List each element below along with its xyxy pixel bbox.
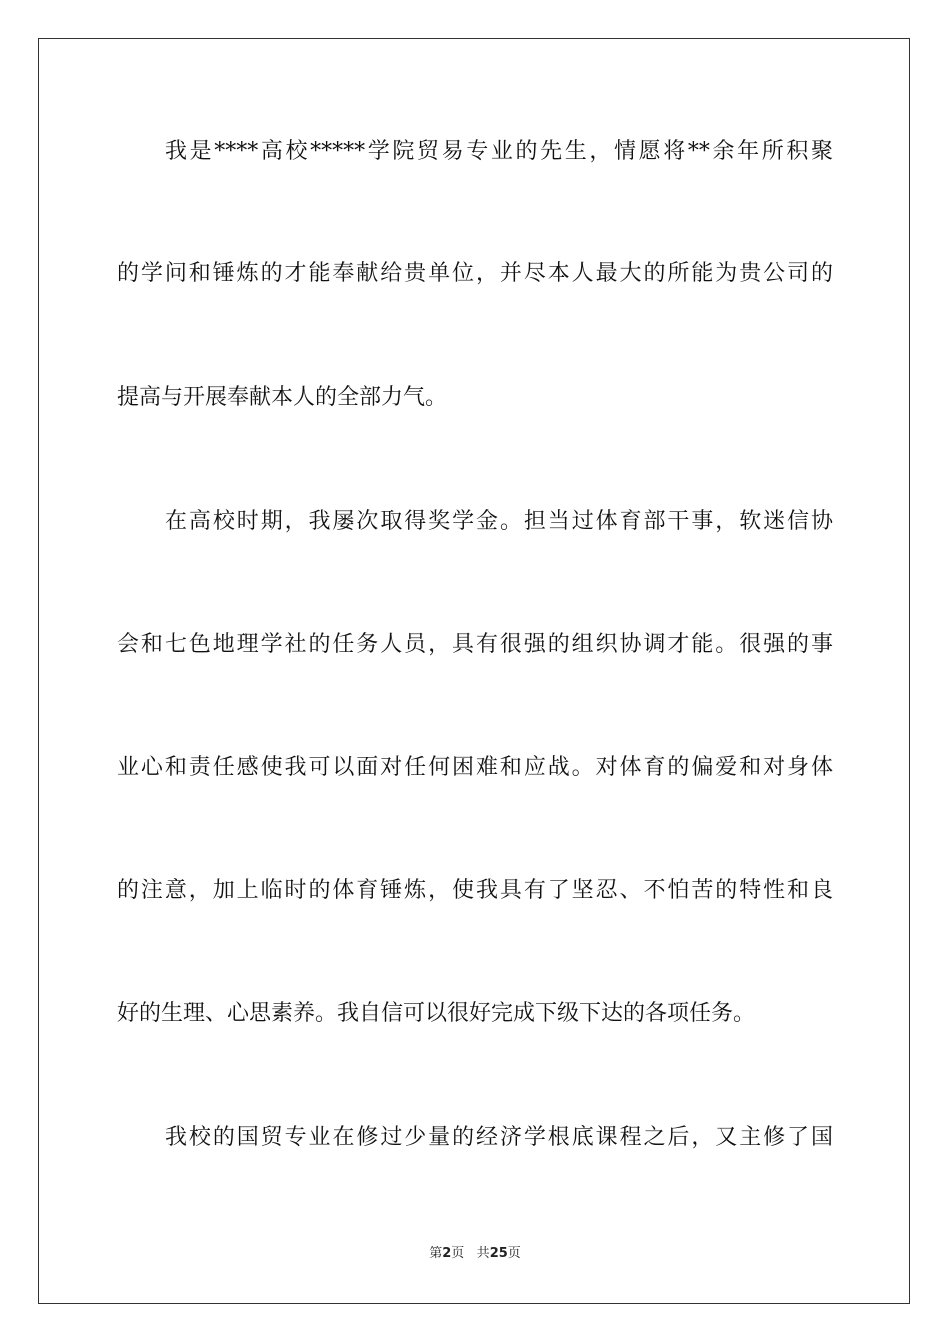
paragraph-2-line-3: 业心和责任感使我可以面对任何困难和应战。对体育的偏爱和对身体: [117, 755, 833, 780]
page-suffix: 页: [451, 1246, 465, 1261]
paragraph-1-line-2: 的学问和锤炼的才能奉献给贵单位，并尽本人最大的所能为贵公司的: [117, 261, 833, 286]
page-prefix: 第: [429, 1246, 443, 1261]
total-prefix: 共: [476, 1246, 490, 1261]
paragraph-1-line-3: 提高与开展奉献本人的全部力气。: [117, 385, 448, 410]
page-frame: [38, 38, 910, 1304]
paragraph-3-line-1: 我校的国贸专业在修过少量的经济学根底课程之后，又主修了国: [165, 1125, 833, 1150]
total-suffix: 页: [507, 1246, 521, 1261]
page-number: 2: [442, 1246, 452, 1261]
paragraph-2-line-4: 的注意，加上临时的体育锤炼，使我具有了坚忍、不怕苦的特性和良: [117, 878, 833, 903]
paragraph-2-line-2: 会和七色地理学社的任务人员，具有很强的组织协调才能。很强的事: [117, 632, 833, 657]
paragraph-2-line-5: 好的生理、心思素养。我自信可以很好完成下级下达的各项任务。: [117, 1001, 756, 1026]
paragraph-2-line-1: 在高校时期，我屡次取得奖学金。担当过体育部干事，软迷信协: [165, 509, 833, 534]
page-footer: [0, 1245, 950, 1263]
paragraph-1-line-1: 我是****高校*****学院贸易专业的先生，情愿将**余年所积聚: [165, 139, 833, 164]
total-pages: 25: [489, 1246, 508, 1261]
